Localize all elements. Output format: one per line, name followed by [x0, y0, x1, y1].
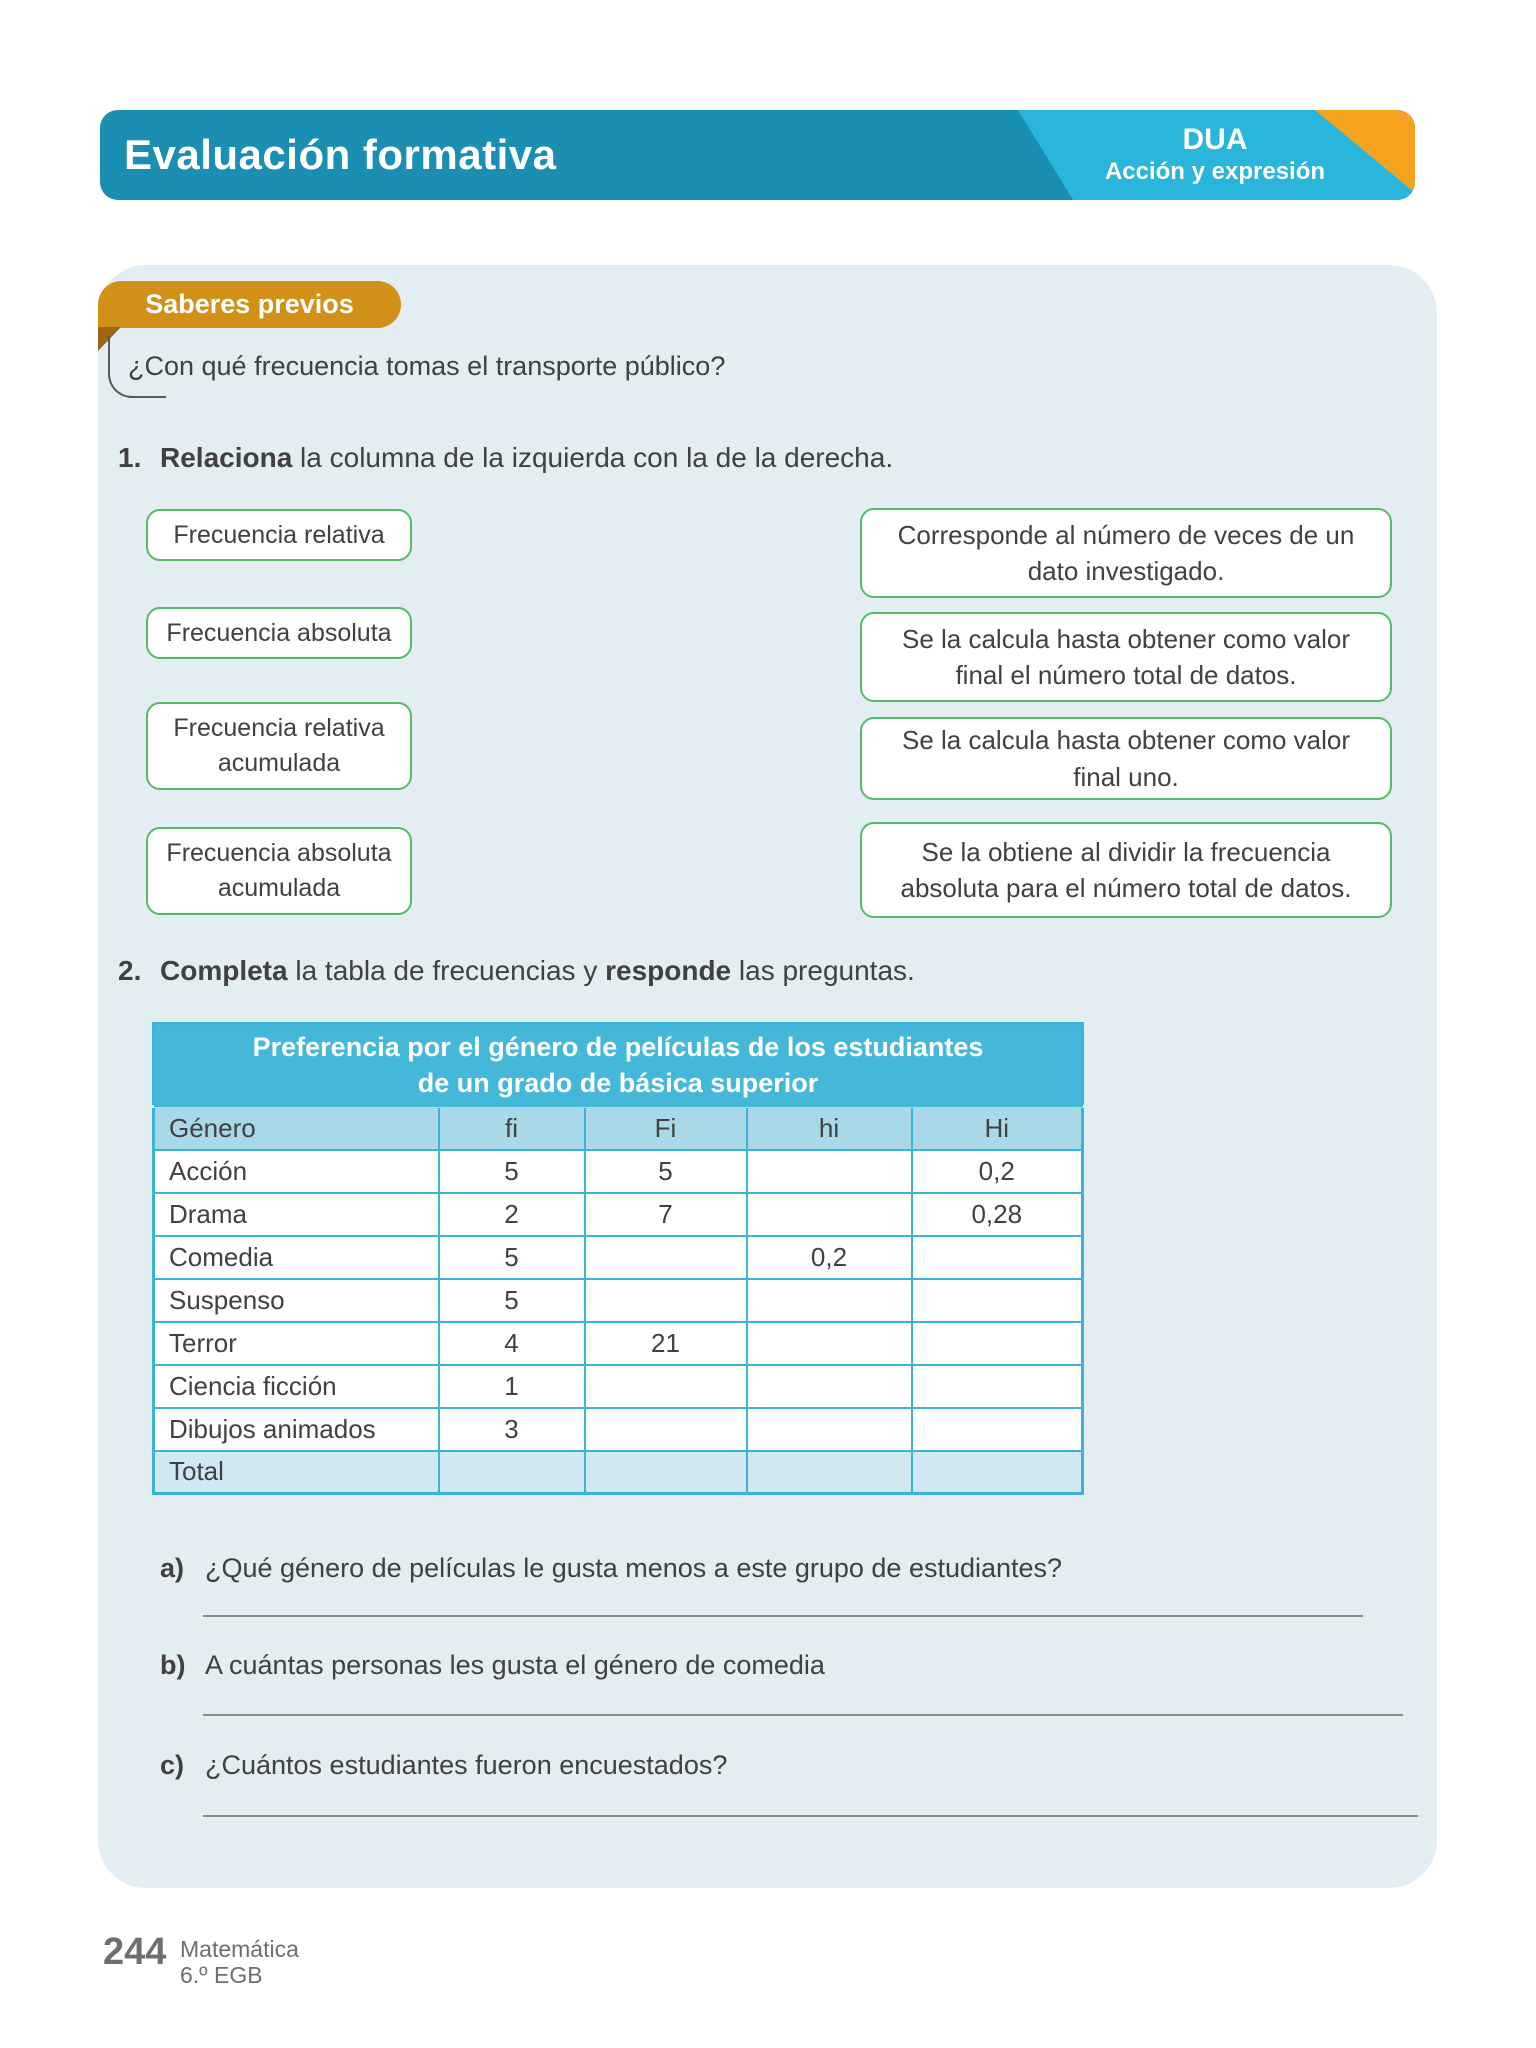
question-c-label: c) — [160, 1750, 185, 1780]
dua-label: DUA — [1182, 123, 1248, 156]
col-header-Hi: Hi — [912, 1107, 1083, 1150]
exercise-1-number: 1. — [118, 442, 142, 473]
cell-Fi — [585, 1236, 747, 1279]
match-right-box-4: Se la obtiene al dividir la frecuencia absoluta para el número total de datos. — [860, 822, 1392, 918]
cell-genre: Ciencia ficción — [154, 1365, 439, 1408]
frequency-table — [152, 1022, 1084, 1495]
cell-Fi: 21 — [585, 1322, 747, 1365]
answer-line-b — [203, 1714, 1403, 1716]
cell-Hi: 0,28 — [912, 1193, 1083, 1236]
cell-Hi — [912, 1408, 1083, 1451]
table-title-line-2: de un grado de básica superior — [417, 1068, 819, 1098]
exercise-2-prompt — [118, 955, 915, 987]
cell-hi — [747, 1322, 912, 1365]
cell-Hi: 0,2 — [912, 1150, 1083, 1193]
cell-fi: 3 — [439, 1408, 585, 1451]
cell-total-Fi — [585, 1451, 747, 1494]
saberes-previos-ribbon — [98, 281, 401, 328]
col-header-genero: Género — [154, 1107, 439, 1150]
exercise-1-prompt — [118, 442, 893, 474]
table-title-line-1: Preferencia por el género de películas de los estudiantes — [252, 1031, 984, 1062]
table-title-row — [154, 1024, 1083, 1107]
cell-Fi: 5 — [585, 1150, 747, 1193]
footer-grade: 6.º EGB — [180, 1962, 263, 1989]
cell-fi: 2 — [439, 1193, 585, 1236]
cell-Fi: 7 — [585, 1193, 747, 1236]
table-row — [154, 1150, 1083, 1193]
cell-hi — [747, 1408, 912, 1451]
match-right-box-1: Corresponde al número de veces de un dato investigado. — [860, 508, 1392, 598]
cell-total-hi — [747, 1451, 912, 1494]
page-title: Evaluación formativa — [124, 131, 557, 178]
answer-line-c — [203, 1815, 1418, 1817]
footer-subject — [180, 1936, 299, 1989]
exercise-2-end: las preguntas. — [731, 955, 915, 986]
table-title — [154, 1024, 1083, 1107]
question-a-label: a) — [160, 1553, 185, 1583]
page-number: 244 — [103, 1931, 167, 1973]
match-right-box-3: Se la calcula hasta obtener como valor final uno. — [860, 717, 1392, 800]
cell-Hi — [912, 1322, 1083, 1365]
cell-Hi — [912, 1365, 1083, 1408]
cell-total-fi — [439, 1451, 585, 1494]
cell-genre: Suspenso — [154, 1279, 439, 1322]
exercise-2-verb-2: responde — [605, 955, 732, 986]
cell-Hi — [912, 1236, 1083, 1279]
cell-fi: 5 — [439, 1279, 585, 1322]
question-c-text: ¿Cuántos estudiantes fueron encuestados? — [205, 1750, 728, 1780]
cell-Hi — [912, 1279, 1083, 1322]
match-right-box-2: Se la calcula hasta obtener como valor final el número total de datos. — [860, 612, 1392, 702]
cell-hi — [747, 1365, 912, 1408]
header-bar — [100, 110, 1415, 200]
cell-fi: 4 — [439, 1322, 585, 1365]
table-row — [154, 1408, 1083, 1451]
cell-hi: 0,2 — [747, 1236, 912, 1279]
cell-genre: Dibujos animados — [154, 1408, 439, 1451]
cell-hi — [747, 1279, 912, 1322]
exercise-2-mid: la tabla de frecuencias y — [287, 955, 606, 986]
table-header-row — [154, 1107, 1083, 1150]
cell-hi — [747, 1150, 912, 1193]
match-left-box-2: Frecuencia absoluta — [146, 607, 412, 659]
cell-hi — [747, 1193, 912, 1236]
saberes-question: ¿Con qué frecuencia tomas el transporte público? — [128, 351, 726, 381]
exercise-2-verb-1: Completa — [160, 955, 288, 986]
answer-line-a — [203, 1615, 1363, 1617]
table-row — [154, 1193, 1083, 1236]
cell-total-Hi — [912, 1451, 1083, 1494]
cell-genre: Comedia — [154, 1236, 439, 1279]
cell-genre: Acción — [154, 1150, 439, 1193]
question-a-text: ¿Qué género de películas le gusta menos a este grupo de estudiantes? — [205, 1553, 1063, 1583]
cell-genre: Drama — [154, 1193, 439, 1236]
table-row — [154, 1236, 1083, 1279]
dua-sublabel: Acción y expresión — [1104, 158, 1326, 185]
cell-fi: 1 — [439, 1365, 585, 1408]
footer-subject-name: Matemática — [180, 1936, 299, 1962]
table-row — [154, 1322, 1083, 1365]
table-row — [154, 1279, 1083, 1322]
cell-Fi — [585, 1365, 747, 1408]
cell-genre: Terror — [154, 1322, 439, 1365]
question-b-label: b) — [160, 1650, 186, 1680]
cell-Fi — [585, 1279, 747, 1322]
cell-fi: 5 — [439, 1150, 585, 1193]
match-left-box-1: Frecuencia relativa — [146, 509, 412, 561]
match-left-box-3: Frecuencia relativa acumulada — [146, 702, 412, 790]
cell-fi: 5 — [439, 1236, 585, 1279]
cell-Fi — [585, 1408, 747, 1451]
col-header-fi: fi — [439, 1107, 585, 1150]
question-b-text: A cuántas personas les gusta el género de comedia — [205, 1650, 825, 1680]
match-left-box-4: Frecuencia absoluta acumulada — [146, 827, 412, 915]
dua-badge — [1090, 123, 1340, 187]
saberes-previos-label: Saberes previos — [145, 289, 354, 319]
cell-total-label: Total — [154, 1451, 439, 1494]
exercise-2-number: 2. — [118, 955, 142, 986]
col-header-hi: hi — [747, 1107, 912, 1150]
table-row — [154, 1365, 1083, 1408]
col-header-Fi: Fi — [585, 1107, 747, 1150]
exercise-1-verb: Relaciona — [160, 442, 293, 473]
exercise-1-text: la columna de la izquierda con la de la derecha. — [292, 442, 894, 473]
table-total-row — [154, 1451, 1083, 1494]
